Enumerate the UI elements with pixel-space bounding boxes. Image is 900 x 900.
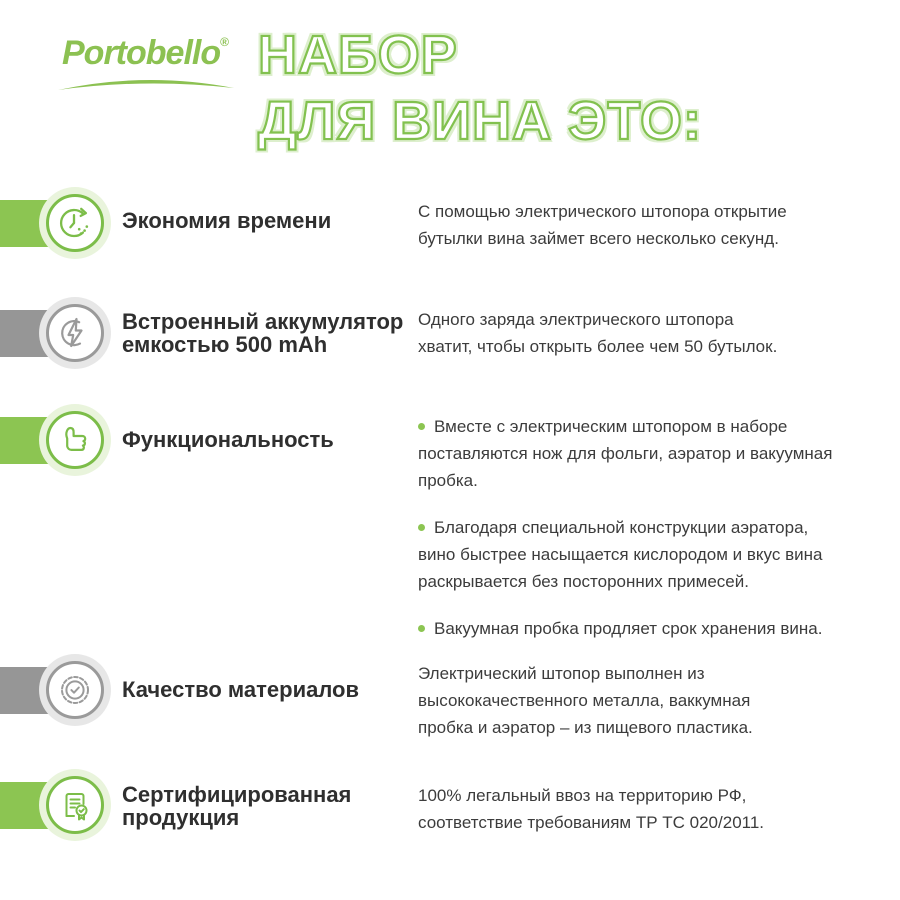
feature-description-time-saving xyxy=(418,198,888,252)
description-line: бутылки вина займет всего несколько секунд. xyxy=(418,229,779,248)
feature-title-line: емкостью 500 mAh xyxy=(122,332,328,357)
feature-description-material-quality xyxy=(418,660,888,741)
feature-title-material-quality xyxy=(122,678,434,701)
description-line: пробка. xyxy=(418,471,478,490)
feature-description-certified xyxy=(418,782,888,836)
bullet-dot xyxy=(418,423,425,430)
clock-icon xyxy=(46,194,104,252)
description-line: Электрический штопор выполнен из xyxy=(418,664,705,683)
feature-description-functionality xyxy=(418,413,888,642)
feature-title-line: Сертифицированная xyxy=(122,782,352,807)
description-line: вино быстрее насыщается кислородом и вкус вина xyxy=(418,545,823,564)
feature-title-line: Функциональность xyxy=(122,427,334,452)
feature-title-line: Качество материалов xyxy=(122,677,359,702)
portobello-logo xyxy=(62,34,229,73)
feature-title-time-saving xyxy=(122,209,434,232)
registered-mark: ® xyxy=(220,35,229,49)
description-line xyxy=(418,514,888,541)
logo-text: Portobello xyxy=(62,34,221,72)
page-title-line1: НАБОР xyxy=(258,25,458,85)
bullet-dot xyxy=(418,625,425,632)
quality-badge-icon xyxy=(46,661,104,719)
description-line: Одного заряда электрического штопора xyxy=(418,310,734,329)
description-line: раскрывается без посторонних примесей. xyxy=(418,572,749,591)
feature-title-line: продукция xyxy=(122,805,240,830)
page-title-line2: ДЛЯ ВИНА ЭТО: xyxy=(258,91,703,151)
bullet-text: Благодаря специальной конструкции аэратора, xyxy=(434,518,809,537)
bullet-item xyxy=(418,413,888,494)
logo-swoosh xyxy=(56,76,236,94)
bullet-item xyxy=(418,615,888,642)
feature-title-line: Экономия времени xyxy=(122,208,332,233)
page-title xyxy=(258,22,702,154)
description-line: поставляются нож для фольги, аэратор и вакуумная xyxy=(418,444,833,463)
description-line: соответствие требованиям ТР ТС 020/2011. xyxy=(418,813,765,832)
description-line: пробка и аэратор – из пищевого пластика. xyxy=(418,718,753,737)
thumbs-up-icon xyxy=(46,411,104,469)
feature-title-functionality xyxy=(122,428,434,451)
feature-title-battery xyxy=(122,310,434,356)
feature-title-certified xyxy=(122,783,434,829)
lightning-bolt-icon xyxy=(46,304,104,362)
bullet-dot xyxy=(418,524,425,531)
bullet-text: Вместе с электрическим штопором в наборе xyxy=(434,417,788,436)
feature-title-line: Встроенный аккумулятор xyxy=(122,309,404,334)
description-line xyxy=(418,615,888,642)
description-line: высококачественного металла, ваккумная xyxy=(418,691,751,710)
description-line: С помощью электрического штопора открытие xyxy=(418,202,787,221)
bullet-text: Вакуумная пробка продляет срок хранения вина. xyxy=(434,619,823,638)
description-line xyxy=(418,413,888,440)
description-line: хватит, чтобы открыть более чем 50 бутылок. xyxy=(418,337,778,356)
certificate-icon xyxy=(46,776,104,834)
description-line: 100% легальный ввоз на территорию РФ, xyxy=(418,786,747,805)
feature-description-battery xyxy=(418,306,888,360)
bullet-item xyxy=(418,514,888,595)
